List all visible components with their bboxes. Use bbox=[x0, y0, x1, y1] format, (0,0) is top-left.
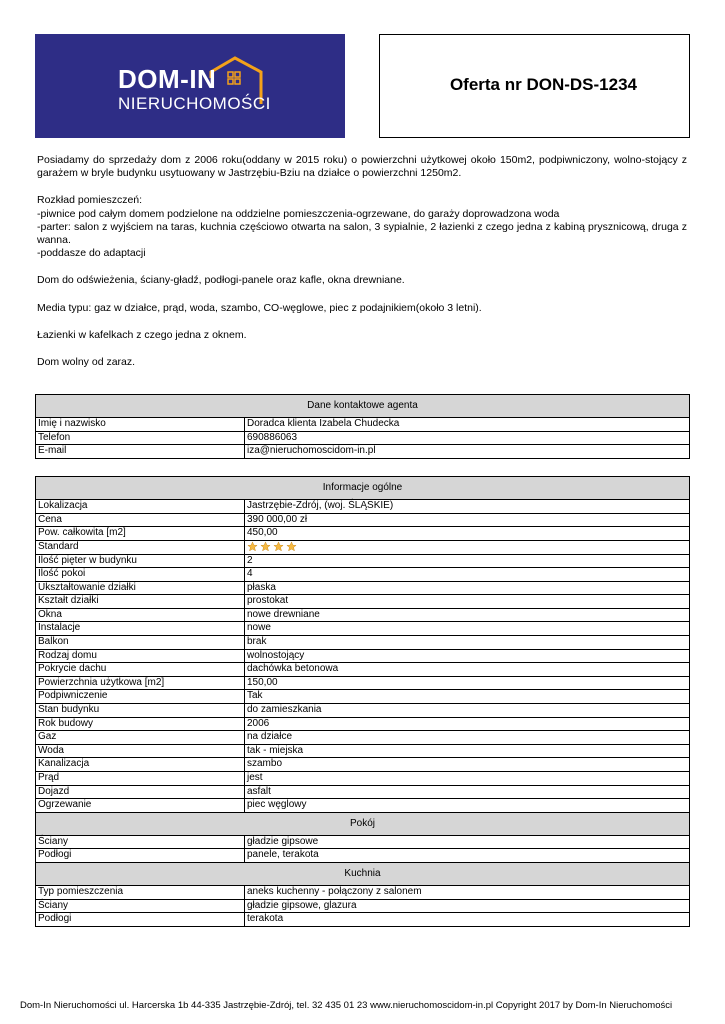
row-label: Imię i nazwisko bbox=[36, 418, 245, 432]
row-label: Woda bbox=[36, 744, 245, 758]
section-header: Kuchnia bbox=[36, 862, 690, 885]
row-value: szambo bbox=[245, 758, 690, 772]
table-row bbox=[36, 418, 690, 432]
row-label: Stan budynku bbox=[36, 704, 245, 718]
row-label: E-mail bbox=[36, 445, 245, 459]
row-value: aneks kuchenny - połączony z salonem bbox=[245, 885, 690, 899]
table-row bbox=[36, 758, 690, 772]
table-row bbox=[36, 622, 690, 636]
row-label: Instalacje bbox=[36, 622, 245, 636]
row-value: Jastrzębie-Zdrój, (woj. ŚLĄSKIE) bbox=[245, 500, 690, 514]
row-label: Ściany bbox=[36, 835, 245, 849]
row-label: Gaz bbox=[36, 731, 245, 745]
row-value bbox=[245, 540, 690, 554]
agent-table-header: Dane kontaktowe agenta bbox=[36, 395, 690, 418]
row-label: Balkon bbox=[36, 636, 245, 650]
row-value: 4 bbox=[245, 568, 690, 582]
description-refresh: Dom do odświeżenia, ściany-gładź, podłogi-panele oraz kafle, okna drewniane. bbox=[37, 274, 405, 287]
row-label: Podłogi bbox=[36, 849, 245, 863]
row-value: gładzie gipsowe bbox=[245, 835, 690, 849]
row-value: 450,00 bbox=[245, 527, 690, 541]
table-row bbox=[36, 676, 690, 690]
table-row bbox=[36, 581, 690, 595]
table-row bbox=[36, 568, 690, 582]
row-value: nowe bbox=[245, 622, 690, 636]
row-value: na działce bbox=[245, 731, 690, 745]
row-value: wolnostojący bbox=[245, 649, 690, 663]
row-value: 150,00 bbox=[245, 676, 690, 690]
table-row bbox=[36, 772, 690, 786]
agent-contact-table bbox=[35, 394, 690, 459]
table-row bbox=[36, 636, 690, 650]
table-row bbox=[36, 785, 690, 799]
row-label: Ukształtowanie działki bbox=[36, 581, 245, 595]
table-row bbox=[36, 899, 690, 913]
table-row bbox=[36, 704, 690, 718]
row-label: Kanalizacja bbox=[36, 758, 245, 772]
row-label: Podpiwniczenie bbox=[36, 690, 245, 704]
star-icon bbox=[286, 541, 297, 552]
table-row bbox=[36, 649, 690, 663]
row-label: Prąd bbox=[36, 772, 245, 786]
row-label: Kształt działki bbox=[36, 595, 245, 609]
row-value: 2006 bbox=[245, 717, 690, 731]
table-row bbox=[36, 513, 690, 527]
row-value: iza@nieruchomoscidom-in.pl bbox=[245, 445, 690, 459]
row-value: 2 bbox=[245, 554, 690, 568]
row-label: Cena bbox=[36, 513, 245, 527]
row-label: Powierzchnia użytkowa [m2] bbox=[36, 676, 245, 690]
row-label: Ilość pięter w budynku bbox=[36, 554, 245, 568]
row-value: 690886063 bbox=[245, 431, 690, 445]
table-row bbox=[36, 445, 690, 459]
row-value: nowe drewniane bbox=[245, 608, 690, 622]
row-label: Lokalizacja bbox=[36, 500, 245, 514]
section-header: Pokój bbox=[36, 812, 690, 835]
property-details-table bbox=[35, 476, 690, 927]
layout-ground-floor: -parter: salon z wyjściem na taras, kuchnia częściowo otwarta na salon, 3 sypialnie, 2 łazienki z czego jedna z kabiną prysznicową, druga z wanna. bbox=[37, 220, 687, 247]
section-header: Informacje ogólne bbox=[36, 477, 690, 500]
star-icon bbox=[260, 541, 271, 552]
table-row bbox=[36, 663, 690, 677]
row-value: gładzie gipsowe, glazura bbox=[245, 899, 690, 913]
table-row bbox=[36, 744, 690, 758]
table-row bbox=[36, 835, 690, 849]
page-footer: Dom-In Nieruchomości ul. Harcerska 1b 44-335 Jastrzębie-Zdrój, tel. 32 435 01 23 www.nieruchomoscidom-in.pl Copyright 2017 by Dom-In Nieruchomości bbox=[20, 1000, 673, 1011]
table-row bbox=[36, 799, 690, 813]
description-bathrooms: Łazienki w kafelkach z czego jedna z oknem. bbox=[37, 328, 247, 341]
row-value: Tak bbox=[245, 690, 690, 704]
row-label: Rok budowy bbox=[36, 717, 245, 731]
row-value: jest bbox=[245, 772, 690, 786]
offer-title-box bbox=[379, 34, 690, 138]
table-row bbox=[36, 540, 690, 554]
row-value: do zamieszkania bbox=[245, 704, 690, 718]
table-row bbox=[36, 717, 690, 731]
logo-name-line2: NIERUCHOMOŚCI bbox=[118, 94, 271, 113]
row-label: Pokrycie dachu bbox=[36, 663, 245, 677]
row-value: dachówka betonowa bbox=[245, 663, 690, 677]
row-label: Pow. całkowita [m2] bbox=[36, 527, 245, 541]
row-label: Dojazd bbox=[36, 785, 245, 799]
row-value: asfalt bbox=[245, 785, 690, 799]
offer-description bbox=[37, 154, 687, 369]
table-row bbox=[36, 913, 690, 927]
table-row bbox=[36, 731, 690, 745]
company-logo bbox=[35, 34, 345, 138]
table-row bbox=[36, 554, 690, 568]
table-row bbox=[36, 608, 690, 622]
row-label: Ogrzewanie bbox=[36, 799, 245, 813]
table-row bbox=[36, 527, 690, 541]
row-value: 390 000,00 zł bbox=[245, 513, 690, 527]
star-icon bbox=[273, 541, 284, 552]
star-icon bbox=[247, 541, 258, 552]
row-label: Okna bbox=[36, 608, 245, 622]
layout-basement: -piwnice pod całym domem podzielone na oddzielne pomieszczenia-ogrzewane, do garaży doprowadzona woda bbox=[37, 207, 560, 220]
row-label: Typ pomieszczenia bbox=[36, 885, 245, 899]
table-row bbox=[36, 431, 690, 445]
row-value: piec węglowy bbox=[245, 799, 690, 813]
row-label: Rodzaj domu bbox=[36, 649, 245, 663]
table-row bbox=[36, 595, 690, 609]
logo-name-line1: DOM-IN bbox=[118, 64, 217, 94]
table-row bbox=[36, 849, 690, 863]
row-label: Ilość pokoi bbox=[36, 568, 245, 582]
row-value: Doradca klienta Izabela Chudecka bbox=[245, 418, 690, 432]
table-row bbox=[36, 885, 690, 899]
table-row bbox=[36, 690, 690, 704]
description-intro: Posiadamy do sprzedaży dom z 2006 roku(oddany w 2015 roku) o powierzchni użytkowej około 150m2, podpiwniczony, wolno-stojący z garażem w bryle budynku usytuowany w Jastrzębiu-Bziu na działce o powierzchni 1250m2. bbox=[37, 154, 687, 180]
offer-title: Oferta nr DON-DS-1234 bbox=[449, 75, 637, 94]
row-value: tak - miejska bbox=[245, 744, 690, 758]
row-label: Telefon bbox=[36, 431, 245, 445]
description-availability: Dom wolny od zaraz. bbox=[37, 356, 136, 369]
row-value: prostokat bbox=[245, 595, 690, 609]
standard-rating bbox=[247, 541, 297, 552]
row-value: terakota bbox=[245, 913, 690, 927]
description-media: Media typu: gaz w działce, prąd, woda, szambo, CO-węglowe, piec z podajnikiem(około 3 letni). bbox=[37, 301, 482, 314]
row-value: płaska bbox=[245, 581, 690, 595]
table-row bbox=[36, 500, 690, 514]
row-value: brak bbox=[245, 636, 690, 650]
row-label: Standard bbox=[36, 540, 245, 554]
layout-attic: -poddasze do adaptacji bbox=[37, 247, 146, 260]
row-label: Ściany bbox=[36, 899, 245, 913]
layout-title: Rozkład pomieszczeń: bbox=[37, 194, 143, 207]
row-label: Podłogi bbox=[36, 913, 245, 927]
row-value: panele, terakota bbox=[245, 849, 690, 863]
